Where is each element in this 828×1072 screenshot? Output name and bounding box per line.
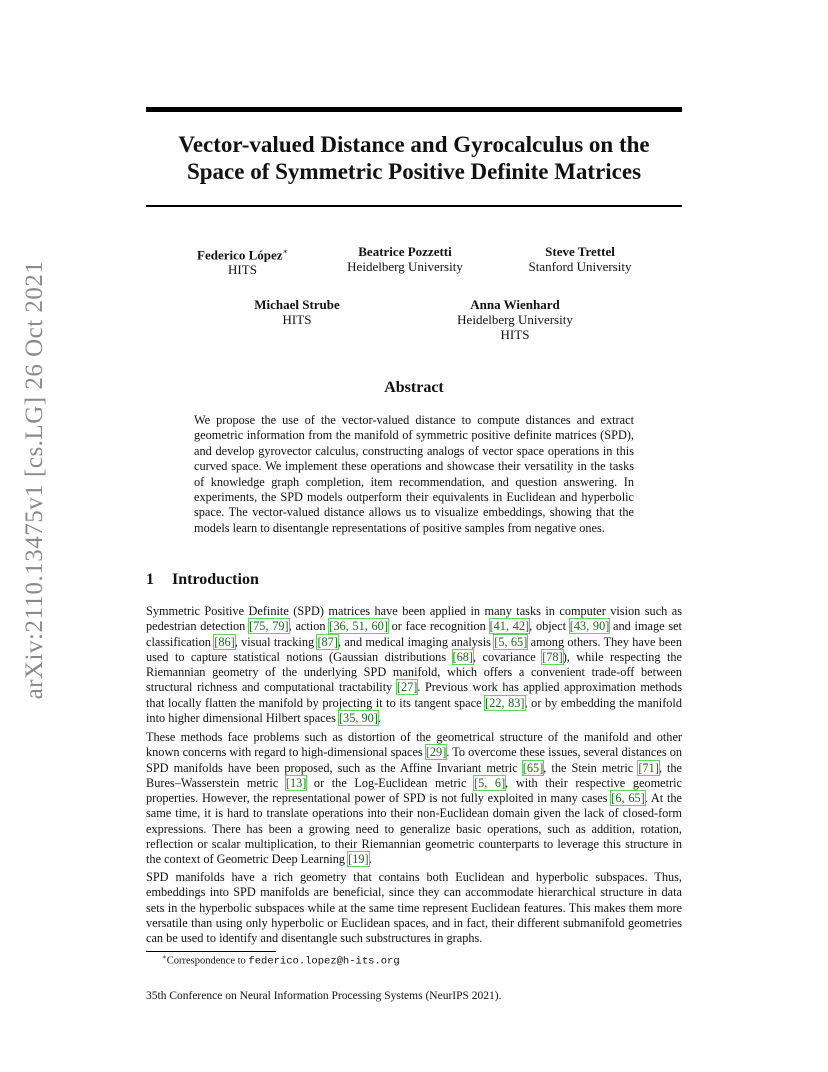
citation-link[interactable]: [41, 42] bbox=[489, 619, 530, 634]
abstract-text: We propose the use of the vector-valued distance to compute distances and extract geometric information from the manifold of symmetric positive definite matrices (SPD), and develop gyrovector calculus, constructing analogs of vector space operations in this curved space. We implement these operations and showcase their versatility in the tasks of knowledge graph completion, item recommendation, and question answering. In experiments, the SPD models outperform their equivalents in Euclidean and hyperbolic space. The vector-valued distance allows us to visualize embeddings, showing that the models learn to disentangle representations of positive samples from negative ones. bbox=[194, 413, 634, 535]
author-block bbox=[440, 297, 590, 342]
author-name: Steve Trettel bbox=[545, 244, 615, 259]
citation-link[interactable]: [36, 51, 60] bbox=[329, 619, 388, 634]
citation-link[interactable]: [87] bbox=[317, 634, 338, 649]
author-affiliation: HITS bbox=[228, 262, 257, 278]
title-line-1: Vector-valued Distance and Gyrocalculus on the bbox=[178, 132, 650, 157]
paragraph-text: Symmetric Positive Definite (SPD) matrices have been applied in many tasks in computer vision such as pedestrian detection [75, 79], action [36, 51, 60] or face recognition [41, 42], object [43, 90] and image set classification [86], visual tracking [87], and medical imaging analysis [5, 65] among others. They have been used to capture statistical notions (Gaussian distributions [68], covariance [78]), while respecting the Riemannian geometry of the underlying SPD manifold, which offers a convenient trade-off between structural richness and computational tractability [27]. Previous work has applied approximation methods that locally flatten the manifold by projecting it to its tangent space [22, 83], or by embedding the manifold into higher dimensional Hilbert spaces [35, 90]. bbox=[146, 604, 682, 726]
citation-link[interactable]: [13] bbox=[285, 775, 307, 790]
title-top-rule bbox=[146, 107, 682, 112]
footnote-email-link[interactable]: federico.lopez@h-its.org bbox=[248, 955, 400, 968]
title-line-2: Space of Symmetric Positive Definite Matrices bbox=[186, 159, 642, 184]
title-bottom-rule bbox=[146, 205, 682, 207]
intro-paragraph-3 bbox=[146, 870, 682, 946]
arxiv-identifier-sidebar bbox=[20, 260, 50, 700]
citation-link[interactable]: [6, 65] bbox=[611, 791, 645, 806]
citation-link[interactable]: [29] bbox=[425, 745, 447, 760]
citation-link[interactable]: [35, 90] bbox=[338, 711, 378, 726]
section-heading bbox=[146, 571, 259, 589]
citation-link[interactable]: [65] bbox=[522, 760, 544, 775]
author-name: Anna Wienhard bbox=[470, 297, 560, 312]
citation-link[interactable]: [19] bbox=[348, 852, 369, 867]
paragraph-text: SPD manifolds have a rich geometry that contains both Euclidean and hyperbolic subspaces. Thus, embeddings into SPD manifolds are beneficial, since they can accommodate hierarchical structure in data sets in the hyperbolic subspaces while at the same time represent Euclidean features. This makes them more versatile than using only hyperbolic or Euclidean spaces, and in fact, their different submanifold geometries can be used to identify and disentangle such substructures in graphs. bbox=[146, 870, 682, 946]
author-block bbox=[505, 244, 655, 274]
citation-link[interactable]: [27] bbox=[396, 680, 418, 695]
abstract-heading: Abstract bbox=[384, 379, 444, 396]
author-block bbox=[227, 297, 367, 327]
citation-link[interactable]: [43, 90] bbox=[569, 619, 610, 634]
citation-link[interactable]: [78] bbox=[542, 649, 563, 664]
author-block bbox=[180, 244, 305, 277]
footnote-rule bbox=[146, 951, 276, 952]
conference-note: 35th Conference on Neural Information Processing Systems (NeurIPS 2021). bbox=[146, 990, 502, 1002]
author-name: Michael Strube bbox=[254, 297, 340, 312]
citation-link[interactable]: [5, 65] bbox=[494, 634, 528, 649]
arxiv-id-text: arXiv:2110.13475v1 [cs.LG] 26 Oct 2021 bbox=[21, 260, 48, 700]
author-affiliation-2: HITS bbox=[500, 327, 530, 342]
footnote bbox=[162, 953, 400, 968]
intro-paragraph-1 bbox=[146, 604, 682, 726]
author-footnote-mark: ∗ bbox=[282, 247, 288, 256]
author-affiliation: Heidelberg University bbox=[457, 312, 573, 327]
author-affiliation: Stanford University bbox=[528, 259, 632, 274]
footnote-mark: ∗ bbox=[162, 953, 167, 961]
citation-link[interactable]: [71] bbox=[638, 760, 659, 775]
citation-link[interactable]: [75, 79] bbox=[249, 619, 289, 634]
author-name: Beatrice Pozzetti bbox=[358, 244, 452, 259]
intro-paragraph-2 bbox=[146, 730, 682, 868]
author-affiliation: Heidelberg University bbox=[347, 259, 463, 274]
paragraph-text: These methods face problems such as distortion of the geometrical structure of the manifold and other known concerns with regard to high-dimensional spaces [29]. To overcome these issues, several distances on SPD manifolds have been proposed, such as the Affine Invariant metric [65], the Stein metric [71], the Bures–Wasserstein metric [13] or the Log-Euclidean metric [5, 6], with their respective geometric properties. However, the representational power of SPD is not fully exploited in many cases [6, 65]. At the same time, it is hard to translate operations into their non-Euclidean domain given the lack of closed-form expressions. There has been a growing need to generalize basic operations, such as addition, rotation, reflection or scalar multiplication, to their Riemannian geometric counterparts to leverage this structure in the context of Geometric Deep Learning [19]. bbox=[146, 730, 682, 867]
paper-title bbox=[146, 131, 682, 185]
citation-link[interactable]: [22, 83] bbox=[485, 695, 525, 710]
section-title: Introduction bbox=[172, 571, 259, 588]
section-number: 1 bbox=[146, 571, 154, 588]
footnote-text: Correspondence to bbox=[166, 955, 249, 967]
author-affiliation: HITS bbox=[282, 312, 312, 327]
citation-link[interactable]: [5, 6] bbox=[474, 775, 506, 790]
author-name: Federico López∗ bbox=[197, 247, 288, 263]
citation-link[interactable]: [68] bbox=[452, 649, 474, 664]
author-block bbox=[330, 244, 480, 274]
citation-link[interactable]: [86] bbox=[214, 634, 235, 649]
